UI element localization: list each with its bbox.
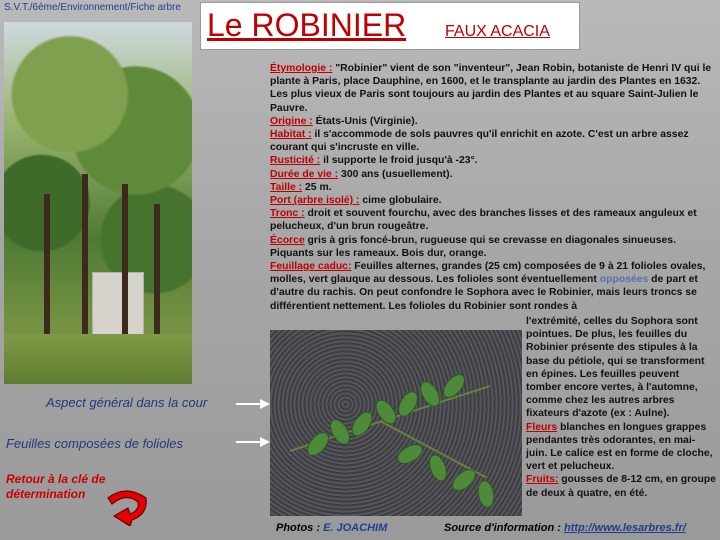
leaflet — [303, 428, 333, 460]
label-habitat: Habitat : — [270, 129, 312, 141]
footer-source — [444, 522, 686, 534]
breadcrumb: S.V.T./6ème/Environnement/Fiche arbre — [4, 2, 181, 13]
caption-leaves: Feuilles composées de folioles — [6, 436, 184, 451]
text-origine: États-Unis (Virginie). — [312, 115, 418, 127]
label-taille: Taille : — [270, 181, 303, 193]
tree-trunk — [122, 184, 128, 344]
label-tronc: Tronc : — [270, 208, 305, 220]
text-feuillage-cont: l'extrémité, celles du Sophora sont pointues. De plus, les feuilles du Robinier présente des stipules à la base du pétiole, qui se transforment en épines. Les feuilles peuvent tomber encore vertes, à l'automne, comme chez les autres arbres fixateurs d'azote (ex : Aulne). — [526, 316, 705, 420]
source-label: Source d'information : — [444, 522, 561, 534]
tree-trunk — [82, 174, 88, 344]
right-arrow-icon — [236, 436, 270, 448]
title-box — [200, 2, 580, 50]
photos-label: Photos : — [276, 522, 320, 534]
text-habitat: il s'accommode de sols pauvres qu'il enrichit en azote. C'est un arbre assez courant qui s'incruste en ville. — [270, 129, 689, 154]
source-link[interactable]: http://www.lesarbres.fr/ — [563, 522, 686, 534]
description-block — [270, 62, 714, 313]
label-duree: Durée de vie : — [270, 168, 339, 180]
text-fruits: gousses de 8-12 cm, en groupe de deux à quatre, en été. — [526, 474, 716, 499]
curved-return-arrow-icon[interactable] — [100, 478, 152, 526]
text-fleurs: blanches en longues grappes pendantes très odorantes, en mai-juin. Le calice est en forme de cloche, vert et pelucheux. — [526, 421, 713, 473]
photographer-name: E. JOACHIM — [323, 522, 388, 534]
leaves-photo — [270, 330, 522, 516]
label-origine: Origine : — [270, 115, 313, 127]
page-subtitle: FAUX ACACIA — [445, 23, 550, 40]
text-ecorce: gris à gris foncé-brun, rugueuse qui se crevasse en diagonales sinueuses. Piquants sur les rameaux. Bois dur, orange. — [270, 234, 676, 259]
text-rusticite: il supporte le froid jusqu'à -23°. — [320, 155, 478, 167]
grass-ground — [4, 334, 192, 384]
label-rusticite: Rusticité : — [270, 155, 321, 167]
tree-trunk — [44, 194, 50, 344]
page-title: Le ROBINIER — [207, 7, 407, 43]
text-port: cime globulaire. — [359, 195, 442, 207]
tree-photo — [4, 22, 192, 384]
return-link[interactable] — [6, 472, 105, 502]
label-etymologie: Étymologie : — [270, 63, 333, 74]
label-port: Port (arbre isolé) : — [270, 195, 360, 207]
text-duree: 300 ans (usuellement). — [338, 168, 453, 180]
right-arrow-icon — [236, 398, 270, 410]
leaflet — [416, 378, 444, 410]
label-fruits: Fruits: — [526, 474, 559, 486]
tree-trunk — [154, 204, 160, 344]
text-etymologie: "Robinier" vient de son "inventeur", Jean Robin, botaniste de Henri IV qui le plante à Paris, place Dauphine, en 1600, et le transplante au jardin des Plantes en 1632. Les plus vieux de Paris sont toujours au jardin des Plantes et au square Saint-Julien le Pauvre. — [270, 63, 712, 114]
footer-photos — [276, 522, 387, 534]
label-feuillage: Feuillage caduc: — [270, 261, 352, 273]
description-continued — [526, 315, 716, 500]
return-link-line2: détermination — [6, 487, 86, 501]
leaflet — [476, 479, 497, 509]
label-ecorce: Écorce — [270, 234, 305, 246]
text-tronc: droit et souvent fourchu, avec des branches lisses et des rameaux anguleux et pelucheux, d'un brun rougeâtre. — [270, 208, 697, 233]
text-taille: 25 m. — [302, 181, 332, 193]
leaflet — [448, 465, 480, 495]
label-fleurs: Fleurs — [526, 421, 558, 433]
highlight-opposees: opposées — [599, 274, 649, 286]
text-feuillage: Feuilles alternes, grandes (25 cm) composées de 9 à 21 folioles ovales, molles, vert glauque au dessous. Les folioles sont éventuellement — [270, 261, 706, 286]
return-link-line1: Retour à la clé de — [6, 472, 106, 486]
caption-general-aspect: Aspect général dans la cour — [46, 395, 208, 410]
text-feuillage-2: de part et d'autre du rachis. On peut confondre le Sophora avec le Robinier, mais leurs troncs se différentient nettement. Les folioles du Robinier sont rondes à — [270, 274, 698, 312]
